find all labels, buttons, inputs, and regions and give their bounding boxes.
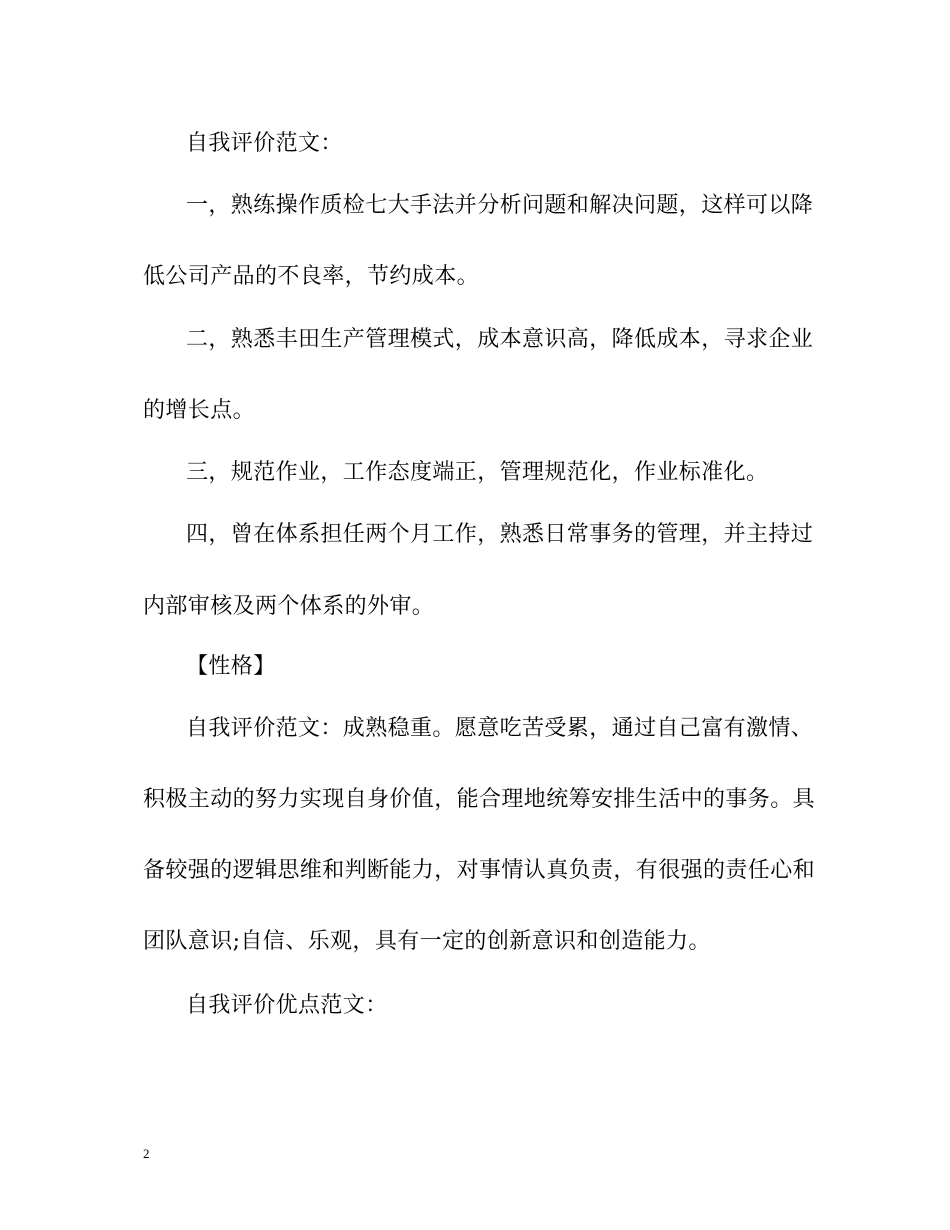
heading-self-evaluation-sample: 自我评价范文： (186, 131, 343, 156)
paragraph-line: 自我评价范文：成熟稳重。愿意吃苦受累，通过自己富有激情、 (186, 716, 814, 741)
heading-strengths-sample: 自我评价优点范文： (186, 993, 388, 1018)
paragraph-line: 的增长点。 (143, 398, 256, 423)
paragraph-line: 备较强的逻辑思维和判断能力，对事情认真负责，有很强的责任心和 (143, 858, 816, 883)
page-number: 2 (143, 1146, 150, 1161)
paragraph-line: 四，曾在体系担任两个月工作，熟悉日常事务的管理，并主持过 (186, 522, 814, 547)
paragraph-line: 二，熟悉丰田生产管理模式，成本意识高，降低成本，寻求企业 (186, 327, 814, 352)
paragraph-line: 三，规范作业，工作态度端正，管理规范化，作业标准化。 (186, 460, 769, 485)
paragraph-line: 团队意识;自信、乐观，具有一定的创新意识和创造能力。 (143, 929, 711, 954)
section-heading-personality: 【性格】 (186, 654, 276, 679)
paragraph-line: 一，熟练操作质检七大手法并分析问题和解决问题，这样可以降 (186, 193, 814, 218)
paragraph-line: 内部审核及两个体系的外审。 (143, 594, 435, 619)
paragraph-line: 低公司产品的不良率，节约成本。 (143, 264, 480, 289)
paragraph-line: 积极主动的努力实现自身价值，能合理地统筹安排生活中的事务。具 (143, 787, 816, 812)
